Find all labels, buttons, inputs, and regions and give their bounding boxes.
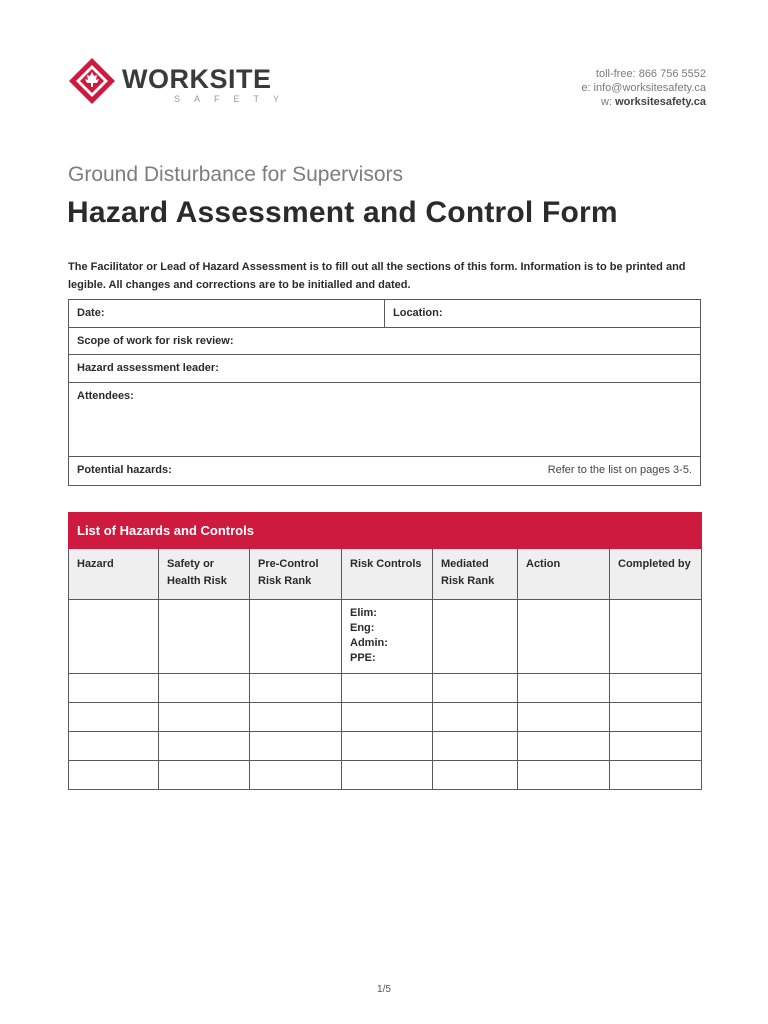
table-cell[interactable] — [433, 761, 518, 790]
hazards-field[interactable] — [69, 457, 701, 486]
table-cell[interactable] — [518, 703, 610, 732]
phone-text: toll-free: 866 756 5552 — [595, 68, 706, 80]
table-cell[interactable] — [69, 674, 159, 703]
table-cell[interactable] — [610, 600, 702, 674]
column-header: Pre-Control Risk Rank — [250, 549, 342, 600]
hazards-label: Potential hazards: — [77, 464, 172, 476]
table-cell[interactable] — [69, 761, 159, 790]
table-cell[interactable] — [610, 761, 702, 790]
table-cell[interactable] — [518, 674, 610, 703]
attendees-field[interactable] — [69, 383, 701, 457]
date-label: Date: — [77, 307, 105, 319]
date-field[interactable] — [69, 300, 385, 328]
table-cell[interactable] — [69, 703, 159, 732]
table-cell[interactable] — [159, 761, 250, 790]
logo-wordmark: WORKSITE — [122, 64, 272, 94]
table-cell[interactable] — [342, 732, 433, 761]
table-cell[interactable] — [433, 732, 518, 761]
table-cell[interactable] — [610, 703, 702, 732]
column-header: Completed by — [610, 549, 702, 600]
hazards-reference-note: Refer to the list on pages 3-5. — [547, 464, 692, 476]
table-cell[interactable] — [610, 674, 702, 703]
location-label: Location: — [393, 307, 443, 319]
column-header: Action — [518, 549, 610, 600]
table-cell[interactable] — [159, 703, 250, 732]
hazards-table — [68, 512, 702, 790]
table-cell[interactable] — [433, 600, 518, 674]
control-prompt: Elim: — [350, 607, 377, 619]
info-form-table — [68, 299, 701, 486]
page-number: 1/5 — [377, 984, 391, 995]
location-field[interactable] — [385, 300, 701, 328]
form-title: Hazard Assessment and Control Form — [67, 196, 618, 229]
table-cell[interactable] — [69, 732, 159, 761]
hazards-table-title: List of Hazards and Controls — [69, 513, 702, 549]
table-cell[interactable] — [433, 703, 518, 732]
table-cell[interactable] — [342, 674, 433, 703]
table-cell[interactable] — [250, 703, 342, 732]
table-row — [69, 732, 702, 761]
scope-field[interactable] — [69, 328, 701, 355]
table-cell[interactable] — [250, 600, 342, 674]
table-cell[interactable] — [159, 732, 250, 761]
table-cell[interactable] — [159, 600, 250, 674]
website-line — [581, 95, 706, 109]
table-cell[interactable] — [342, 761, 433, 790]
column-header: Mediated Risk Rank — [433, 549, 518, 600]
table-row — [69, 674, 702, 703]
column-header: Safety or Health Risk — [159, 549, 250, 600]
table-cell[interactable] — [342, 703, 433, 732]
table-cell[interactable] — [159, 674, 250, 703]
course-subtitle: Ground Disturbance for Supervisors — [68, 163, 403, 186]
scope-label: Scope of work for risk review: — [77, 335, 234, 347]
website-prefix: w: — [601, 96, 613, 108]
column-header: Risk Controls — [342, 549, 433, 600]
table-cell[interactable] — [69, 600, 159, 674]
table-cell[interactable] — [610, 732, 702, 761]
table-cell[interactable] — [250, 761, 342, 790]
table-cell[interactable] — [518, 600, 610, 674]
attendees-label: Attendees: — [77, 390, 134, 402]
email-text: e: info@worksitesafety.ca — [581, 82, 706, 94]
table-row — [69, 600, 702, 674]
leader-field[interactable] — [69, 355, 701, 383]
control-prompt: Admin: — [350, 637, 388, 649]
table-cell[interactable] — [518, 761, 610, 790]
logo-tagline: SAFETY — [174, 94, 294, 104]
control-prompt: PPE: — [350, 652, 376, 664]
table-cell[interactable] — [250, 674, 342, 703]
contact-block — [581, 67, 706, 109]
table-cell[interactable] — [518, 732, 610, 761]
leader-label: Hazard assessment leader: — [77, 362, 219, 374]
table-cell[interactable] — [250, 732, 342, 761]
risk-controls-cell[interactable] — [342, 600, 433, 674]
intro-text: The Facilitator or Lead of Hazard Assessment is to fill out all the sections of this form. Information is to be printed and legible. All changes and corrections are to be initialled and dated. — [68, 261, 686, 291]
column-header: Hazard — [69, 549, 159, 600]
control-prompt: Eng: — [350, 622, 375, 634]
table-cell[interactable] — [433, 674, 518, 703]
website-link[interactable]: worksitesafety.ca — [615, 96, 706, 108]
worksite-safety-logo — [67, 56, 294, 106]
table-row — [69, 761, 702, 790]
table-row — [69, 703, 702, 732]
maple-leaf-diamond-icon — [67, 56, 117, 106]
